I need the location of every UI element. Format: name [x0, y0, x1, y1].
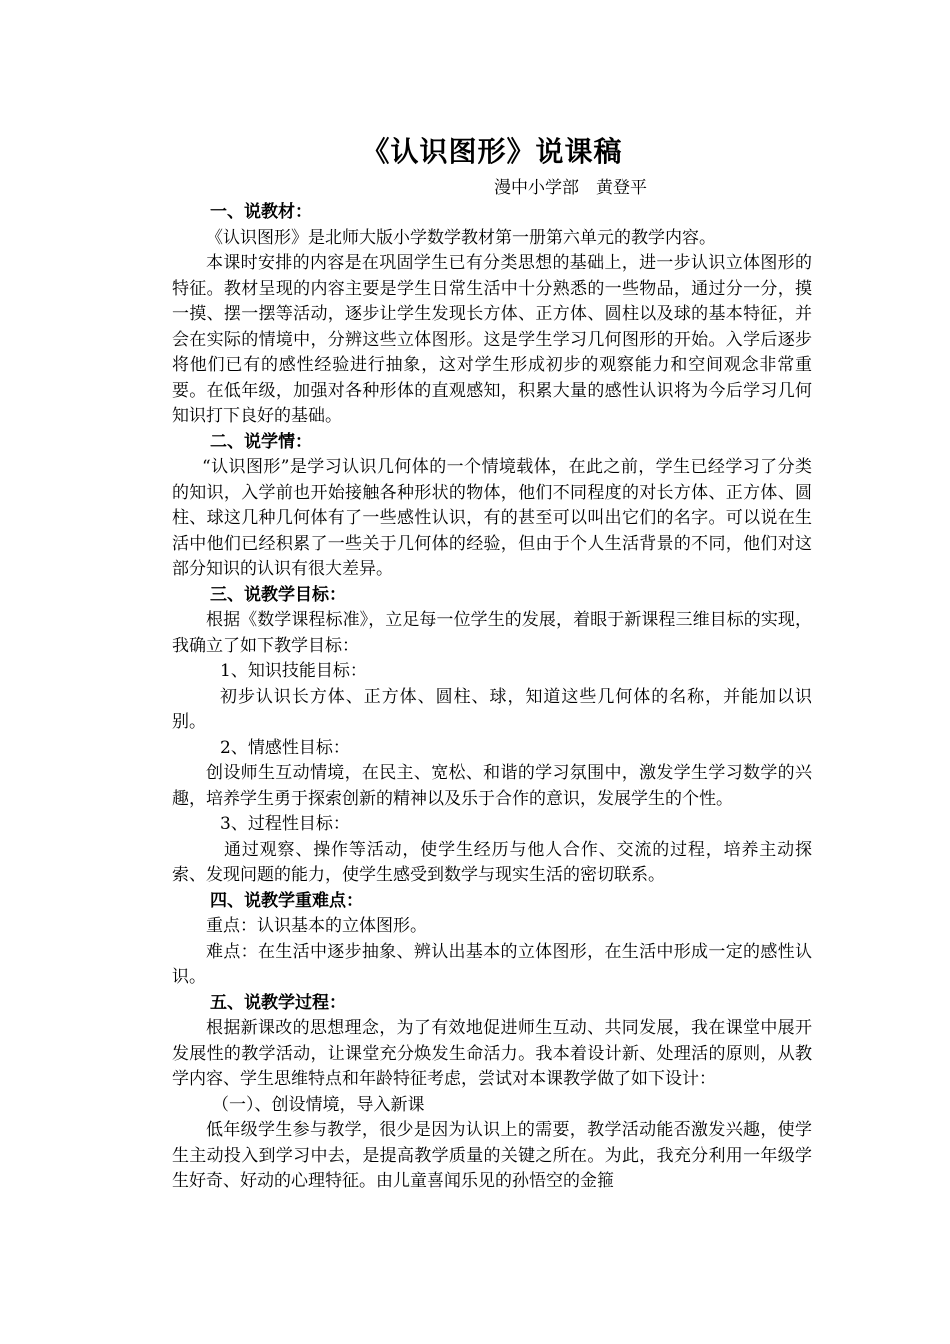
- key-point: 重点：认识基本的立体图形。: [206, 916, 427, 936]
- section-heading-1: 一、说教材：: [210, 202, 312, 222]
- section-heading-3: 三、说教学目标：: [210, 584, 346, 605]
- section-heading-4: 四、说教学重难点：: [210, 890, 363, 911]
- goal-title-2: 2、情感性目标：: [220, 737, 350, 758]
- author-line: 漫中小学部 黄登平: [494, 178, 647, 198]
- section-heading-5: 五、说教学过程：: [210, 992, 346, 1013]
- paragraph: “认识图形”是学习认识几何体的一个情境载体，在此之前，学生已经学习了分类的知识，入学前也开始接触各种形状的物体，他们不同程度的对长方体、正方体、圆柱、球这几种几何体有了一些感性认识，有的甚至可以叫出它们的名字。可以说在生活中他们已经积累了一些关于几何体的经验，但由于个人生活背景的不同，他们对这部分知识的认识有很大差异。: [172, 457, 812, 579]
- paragraph: 根据《数学课程标准》，立足每一位学生的发展，着眼于新课程三维目标的实现，我确立了如下教学目标：: [172, 610, 812, 656]
- document-page: [172, 128, 812, 1195]
- paragraph: 创设师生互动情境，在民主、宽松、和谐的学习氛围中，激发学生学习数学的兴趣，培养学生勇于探索创新的精神以及乐于合作的意识，发展学生的个性。: [172, 763, 812, 809]
- paragraph: 低年级学生参与教学，很少是因为认识上的需要，教学活动能否激发兴趣，使学生主动投入到学习中去，是提高教学质量的关键之所在。为此，我充分利用一年级学生好奇、好动的心理特征。由儿童喜闻乐见的孙悟空的金箍: [172, 1120, 812, 1191]
- paragraph: 《认识图形》是北师大版小学数学教材第一册第六单元的教学内容。: [206, 227, 716, 248]
- section-heading-2: 二、说学情：: [210, 431, 312, 452]
- paragraph: 通过观察、操作等活动，使学生经历与他人合作、交流的过程，培养主动探索、发现问题的能力，使学生感受到数学与现实生活的密切联系。: [172, 839, 812, 885]
- step-title-1: （一）、创设情境，导入新课: [212, 1094, 425, 1115]
- goal-title-1: 1、知识技能目标：: [220, 661, 367, 681]
- document-title: 《认识图形》说课稿: [361, 135, 623, 168]
- goal-title-3: 3、过程性目标：: [220, 814, 350, 834]
- paragraph: 本课时安排的内容是在巩固学生已有分类思想的基础上，进一步认识立体图形的特征。教材呈现的内容主要是学生日常生活中十分熟悉的一些物品，通过分一分，摸一摸、摆一摆等活动，逐步让学生发现长方体、正方体、圆柱以及球的基本特征，并会在实际的情境中，分辨这些立体图形。这是学生学习几何图形的开始。入学后逐步将他们已有的感性经验进行抽象，这对学生形成初步的观察能力和空间观念非常重要。在低年级，加强对各种形体的直观感知，积累大量的感性认识将为今后学习几何知识打下良好的基础。: [172, 253, 812, 426]
- paragraph: 初步认识长方体、正方体、圆柱、球，知道这些几何体的名称，并能加以识别。: [172, 686, 812, 732]
- paragraph: 根据新课改的思想理念，为了有效地促进师生互动、共同发展，我在课堂中展开发展性的教学活动，让课堂充分焕发生命活力。我本着设计新、处理活的原则，从教学内容、学生思维特点和年龄特征考虑，尝试对本课教学做了如下设计：: [172, 1018, 812, 1089]
- difficult-point: 难点：在生活中逐步抽象、辨认出基本的立体图形，在生活中形成一定的感性认识。: [172, 941, 812, 987]
